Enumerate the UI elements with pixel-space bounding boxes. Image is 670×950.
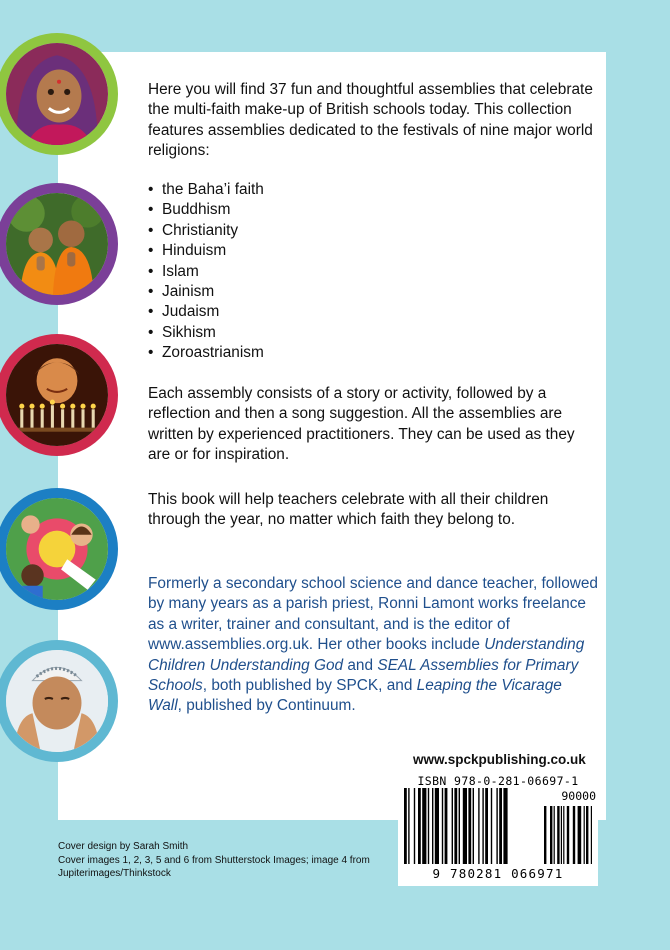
barcode-bar	[463, 788, 467, 864]
barcode-bar	[432, 788, 433, 864]
barcode-bar	[422, 788, 426, 864]
faith-item: • Christianity	[148, 221, 598, 241]
barcode-bar	[563, 806, 564, 864]
faith-item: • Zoroastrianism	[148, 343, 598, 363]
barcode-bar	[567, 806, 569, 864]
price-code: 90000	[561, 789, 596, 803]
faith-item: • Sikhism	[148, 323, 598, 343]
author-bio-paragraph	[148, 574, 598, 717]
faith-item: • Hinduism	[148, 241, 598, 261]
barcode-bar	[496, 788, 497, 864]
cover-credits	[58, 840, 370, 881]
barcode-bar	[442, 788, 443, 864]
barcode-bar	[404, 788, 407, 864]
bio-text: , both published by SPCK, and	[202, 677, 417, 695]
photo-girl-headscarf	[0, 33, 118, 155]
barcode-bar	[468, 788, 471, 864]
faith-item: • Jainism	[148, 282, 598, 302]
credit-line: Cover images 1, 2, 3, 5 and 6 from Shutterstock Images; image 4 from	[58, 854, 370, 866]
barcode-bar	[452, 788, 453, 864]
barcode-bar	[578, 806, 582, 864]
book-title: Leaping the Vicarage Wall	[148, 677, 562, 715]
intro-paragraph: Here you will find 37 fun and thoughtful assemblies that celebrate the multi-faith make-up of British schools today. This collection features assemblies dedicated to the festivals of nine major world religions:	[148, 81, 593, 160]
barcode-bar	[482, 788, 483, 864]
barcode-bar	[435, 788, 439, 864]
faith-item: • the Baha’i faith	[148, 180, 598, 200]
faith-item: • Islam	[148, 262, 598, 282]
barcode-bar	[478, 788, 479, 864]
bio-text: and	[343, 656, 378, 674]
photo-boy-menorah	[0, 334, 118, 456]
barcode-bar	[414, 788, 415, 864]
bio-text: , published by Continuum.	[177, 697, 356, 715]
bio-text: Formerly a secondary school science and dance teacher, followed by many years as a parish priest, Ronni Lamont works freelance as a writer, trainer and consultant, and is the editor of www.assemblies.org.uk. Her other books include	[148, 575, 598, 654]
barcode-bar	[573, 806, 575, 864]
barcode-bar	[473, 788, 474, 864]
faiths-list	[148, 180, 598, 364]
photo-buddhist-boys	[0, 183, 118, 305]
barcode-bar	[557, 806, 559, 864]
barcode-bar	[418, 788, 421, 864]
barcode-bar	[586, 806, 588, 864]
faiths-list-block	[148, 180, 598, 364]
photo-boy-praying	[0, 640, 118, 762]
blurb-intro	[148, 80, 598, 162]
barcode-bar	[485, 788, 488, 864]
assembly-format-block	[148, 384, 598, 466]
photo-children-circle	[0, 488, 118, 610]
barcode-bar	[561, 806, 562, 864]
barcode-bar	[554, 806, 555, 864]
author-bio	[148, 574, 598, 717]
barcode-bar	[459, 788, 460, 864]
isbn-number: ISBN 978-0-281-06697-1	[417, 774, 579, 788]
teachers-block	[148, 490, 598, 531]
barcode-bar	[445, 788, 448, 864]
barcode-bar	[591, 806, 592, 864]
credit-line: Cover design by Sarah Smith	[58, 841, 189, 852]
ean-digits: 9 780281 066971	[432, 866, 564, 881]
book-title: Understanding Children Understanding God	[148, 636, 585, 674]
faith-item: • Buddhism	[148, 200, 598, 220]
barcode-bar	[499, 788, 502, 864]
barcode-bar	[584, 806, 585, 864]
credit-line: Jupiterimages/Thinkstock	[58, 868, 171, 879]
assembly-format-paragraph: Each assembly consists of a story or activity, followed by a reflection and then a song suggestion. All the assemblies are written by experienced practitioners. They can be used as they are or for inspiration.	[148, 385, 575, 464]
faith-item: • Judaism	[148, 302, 598, 322]
barcode-bar	[550, 806, 552, 864]
barcode-bar	[503, 788, 507, 864]
barcode-bar	[544, 806, 546, 864]
teachers-paragraph: This book will help teachers celebrate with all their children through the year, no matter which faith they belong to.	[148, 491, 549, 529]
barcode-bar	[408, 788, 409, 864]
barcode-bar	[454, 788, 457, 864]
book-title: SEAL Assemblies for Primary Schools	[148, 656, 579, 695]
publisher-website: www.spckpublishing.co.uk	[413, 752, 586, 767]
barcode-bar	[428, 788, 429, 864]
barcode-bar	[491, 788, 492, 864]
isbn-barcode	[398, 772, 598, 886]
